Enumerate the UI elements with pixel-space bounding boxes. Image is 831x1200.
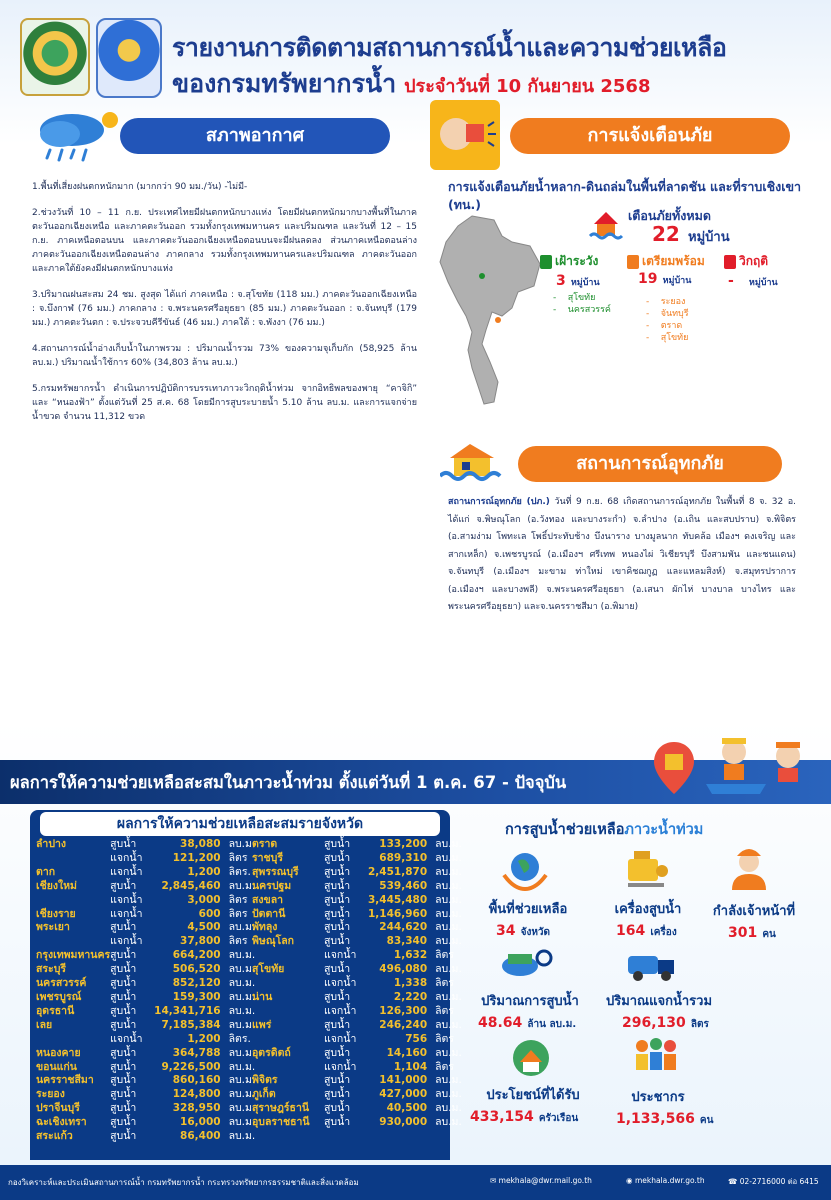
province-name: สระแก้ว xyxy=(36,1130,73,1143)
province-name xyxy=(36,1033,110,1047)
assist-unit: ลบ.ม. xyxy=(228,1018,256,1031)
province-name xyxy=(36,852,110,866)
globe-icon: ◉ xyxy=(626,1176,635,1185)
dwr-logo xyxy=(20,18,90,96)
weather-item-5: 5.กรมทรัพยากรน้ำ ดำเนินการปฏิบัติการบรรเทาภาวะวิกฤติน้ำท่วม จากอิทธิพลของพายุ “คาจิกิ” และ “หนองฟ้า” ตั้งแต่วันที่ 25 ส.ค. 68 โดยมีการสูบระบายน้ำ 5.10 ล้าน ลบ.ม. และการแจกจ่ายน้ำขวด จำนวน 11,312 ขวด xyxy=(32,384,417,422)
water-truck-icon xyxy=(624,942,682,984)
assist-type: แจกน้ำ xyxy=(324,1004,357,1017)
assist-unit: ลิตร xyxy=(435,977,455,990)
province-name: สระบุรี xyxy=(36,963,66,976)
province-name: เลย xyxy=(36,1018,53,1031)
assist-value: 16,000 xyxy=(180,1116,221,1129)
assist-type: สูบน้ำ xyxy=(110,1004,137,1017)
province-row xyxy=(252,894,463,908)
weather-text xyxy=(32,180,417,436)
assist-value: 37,800 xyxy=(180,935,221,948)
weather-item-1: 1.พื้นที่เสี่ยงฝนตกหนักมาก (มากกว่า 90 มม./วัน) -ไม่มี- xyxy=(32,182,248,192)
stat-pumps-label: เครื่องสูบน้ำ xyxy=(614,902,682,917)
assist-type: แจกน้ำ xyxy=(324,949,357,962)
assist-unit: ลบ.ม. xyxy=(228,1130,256,1143)
province-name: ราชบุรี xyxy=(252,851,283,864)
assist-type: สูบน้ำ xyxy=(324,935,351,948)
assist-type: แจกน้ำ xyxy=(110,935,143,948)
province-name: พิษณุโลก xyxy=(252,935,295,948)
assist-type: สูบน้ำ xyxy=(110,879,137,892)
location-pin-icon xyxy=(650,740,698,796)
assist-value: 1,104 xyxy=(393,1060,428,1073)
rain-cloud-icon xyxy=(30,108,120,168)
assist-value: 427,000 xyxy=(379,1088,428,1101)
warning-heading: การแจ้งเตือนภัย xyxy=(510,118,790,154)
level-prepare-count: 19 หมู่บ้าน xyxy=(638,271,692,287)
province-name: หนองคาย xyxy=(36,1046,81,1059)
assist-type: สูบน้ำ xyxy=(110,1074,137,1087)
province-row xyxy=(252,921,463,935)
province-name: ลำปาง xyxy=(36,838,67,850)
assist-value: 664,200 xyxy=(172,949,221,962)
level-watch-label: เฝ้าระวัง xyxy=(540,252,598,271)
assist-unit: ลิตร xyxy=(228,851,248,864)
assist-unit: ลบ.ม. xyxy=(435,935,462,948)
traffic-light-orange-icon xyxy=(627,255,639,269)
assist-unit: ลิตร xyxy=(228,935,248,948)
traffic-light-red-icon xyxy=(724,255,736,269)
province-row xyxy=(252,1116,463,1130)
assist-value: 14,341,716 xyxy=(154,1004,221,1017)
assist-unit: ลบ.ม. xyxy=(435,1088,462,1101)
stat-pumping-volume-label: ปริมาณการสูบน้ำ xyxy=(481,994,579,1009)
province-row xyxy=(36,852,257,866)
province-row xyxy=(36,1033,257,1047)
flooded-house-icon xyxy=(440,440,510,484)
assist-unit: ลิตร xyxy=(435,1032,455,1045)
province-row xyxy=(36,1130,257,1144)
province-row xyxy=(252,949,463,963)
assist-unit: ลบ.ม. xyxy=(435,921,462,934)
assist-type: สูบน้ำ xyxy=(110,838,137,850)
assist-type: สูบน้ำ xyxy=(324,1046,351,1059)
assist-value: 133,200 xyxy=(379,838,428,850)
assist-value: 83,340 xyxy=(386,935,428,948)
province-row xyxy=(252,963,463,977)
assist-unit: ลบ.ม. xyxy=(228,963,256,976)
globe-hands-icon xyxy=(500,845,550,891)
stat-water-distribution-value: 296,130 ลิตร xyxy=(622,1015,709,1031)
province-row xyxy=(36,1088,257,1102)
assist-type: แจกน้ำ xyxy=(110,865,143,878)
province-row xyxy=(252,1061,463,1075)
province-name: ปราจีนบุรี xyxy=(36,1102,80,1115)
assist-value: 539,460 xyxy=(379,879,428,892)
province-name xyxy=(252,1005,324,1019)
province-row xyxy=(252,908,463,922)
province-name: ตาก xyxy=(36,865,56,878)
assist-unit: ลิตร xyxy=(435,1060,455,1073)
level-prepare-label: เตรียมพร้อม xyxy=(627,252,705,271)
province-row xyxy=(36,1005,257,1019)
weather-item-4: 4.สถานการณ์น้ำอ่างเก็บน้ำในภาพรวม : ปริมาณน้ำรวม 73% ของความจุเก็บกัก (58,925 ล้าน ลบ.ม.) ปริมาณน้ำใช้การ 60% (34,803 ล้าน ลบ.ม.) xyxy=(32,344,417,368)
assist-value: 1,632 xyxy=(393,949,428,962)
footer-tel: ☎ 02-2716000 ต่อ 6415 xyxy=(728,1177,819,1186)
assist-type: สูบน้ำ xyxy=(110,1088,137,1101)
watch-province-list: - สุโขทัย - นครสวรรค์ xyxy=(553,293,611,315)
assist-unit: ลบ.ม. xyxy=(435,838,462,850)
province-row xyxy=(36,949,257,963)
province-row xyxy=(36,908,257,922)
stat-population-label: ประชากร xyxy=(631,1090,685,1105)
assist-type: สูบน้ำ xyxy=(110,1102,137,1115)
report-title-line1: รายงานการติดตามสถานการณ์น้ำและความช่วยเหลือ xyxy=(172,33,727,62)
assist-unit: ลิตร. xyxy=(228,1032,251,1045)
province-row xyxy=(36,963,257,977)
level-critical-label: วิกฤติ xyxy=(724,252,768,271)
thailand-map xyxy=(432,212,544,410)
assist-value: 159,300 xyxy=(172,990,221,1003)
assist-value: 141,000 xyxy=(379,1074,428,1087)
warning-subtitle: การแจ้งเตือนภัยน้ำหลาก-ดินถล่มในพื้นที่ลาดชัน และที่ราบเชิงเขา (ทน.) xyxy=(448,179,802,212)
assist-value: 364,788 xyxy=(172,1046,221,1059)
level-critical-count: - หมู่บ้าน xyxy=(728,273,778,289)
province-table-left xyxy=(36,838,257,1144)
assist-value: 1,200 xyxy=(187,1032,221,1045)
warning-total-label: เตือนภัยทั้งหมด xyxy=(628,208,711,223)
pumping-title: การสูบน้ำช่วยเหลือภาวะน้ำท่วม xyxy=(505,822,704,838)
assist-type: สูบน้ำ xyxy=(110,1060,137,1073)
stat-staff-value: 301 คน xyxy=(728,925,776,941)
province-name: เพชรบูรณ์ xyxy=(36,990,82,1003)
assist-value: 246,240 xyxy=(379,1018,428,1031)
assist-type: สูบน้ำ xyxy=(324,1018,351,1031)
province-row xyxy=(36,1061,257,1075)
assist-unit: ลิตร xyxy=(228,907,248,920)
assist-value: 1,338 xyxy=(393,977,428,990)
province-name xyxy=(252,1061,324,1075)
stat-households-label: ประโยชน์ที่ได้รับ xyxy=(486,1088,580,1103)
assist-type: สูบน้ำ xyxy=(324,879,351,892)
assist-unit: ลบ.ม. xyxy=(435,990,462,1003)
province-name: เชียงราย xyxy=(36,907,76,920)
assist-value: 40,500 xyxy=(386,1102,428,1115)
assist-unit: ลบ.ม. xyxy=(228,1004,256,1017)
province-name: นครสวรรค์ xyxy=(36,977,87,990)
province-name: ระยอง xyxy=(36,1088,65,1101)
assist-type: สูบน้ำ xyxy=(324,1102,351,1115)
assist-type: สูบน้ำ xyxy=(324,921,351,934)
province-name: ตราด xyxy=(252,838,278,850)
assist-unit: ลบ.ม. xyxy=(228,1088,256,1101)
assist-type: สูบน้ำ xyxy=(110,990,137,1003)
province-row xyxy=(252,1019,463,1033)
province-name xyxy=(252,949,324,963)
assist-unit: ลบ.ม. xyxy=(228,990,256,1003)
assist-unit: ลบ.ม. xyxy=(435,893,462,906)
assist-unit: ลบ.ม. xyxy=(435,907,462,920)
assist-unit: ลิตร xyxy=(228,893,248,906)
province-row xyxy=(252,880,463,894)
stat-population-value: 1,133,566 คน xyxy=(616,1111,714,1127)
footer-email[interactable]: ✉ mekhala@dwr.mail.go.th xyxy=(490,1176,592,1185)
stat-water-distribution-label: ปริมาณแจกน้ำรวม xyxy=(605,994,713,1009)
assist-unit: ลบ.ม. xyxy=(228,1116,256,1129)
ministry-logo xyxy=(96,18,162,98)
province-name: น่าน xyxy=(252,990,273,1003)
province-row xyxy=(252,1074,463,1088)
province-row xyxy=(36,921,257,935)
assist-type: สูบน้ำ xyxy=(324,1074,351,1087)
province-name: อุดรธานี xyxy=(36,1004,75,1017)
assist-value: 14,160 xyxy=(386,1046,428,1059)
assist-type: สูบน้ำ xyxy=(110,1130,137,1143)
assist-type: สูบน้ำ xyxy=(324,838,351,850)
assist-value: 496,080 xyxy=(379,963,428,976)
report-title-line2: ของกรมทรัพยากรน้ำ ประจำวันที่ 10 กันยายน 2568 xyxy=(172,69,651,98)
province-row xyxy=(36,977,257,991)
province-name: ขอนแก่น xyxy=(36,1060,77,1073)
assist-unit: ลบ.ม. xyxy=(228,879,256,892)
assist-unit: ลบ.ม. xyxy=(435,1018,462,1031)
assist-value: 756 xyxy=(405,1032,428,1045)
province-row xyxy=(252,991,463,1005)
assist-type: สูบน้ำ xyxy=(324,1088,351,1101)
footer-org: กองวิเคราะห์และประเมินสถานการณ์น้ำ กรมทรัพยากรน้ำ กระทรวงทรัพยากรธรรมชาติและสิ่งแวดล้อม xyxy=(8,1178,359,1187)
flood-house-icon xyxy=(588,206,624,242)
households-icon xyxy=(508,1036,554,1080)
province-row xyxy=(252,935,463,949)
province-row xyxy=(252,1005,463,1019)
province-name: นครราชสีมา xyxy=(36,1074,94,1087)
stat-pumps-value: 164 เครื่อง xyxy=(616,923,677,939)
assist-type: แจกน้ำ xyxy=(110,851,143,864)
worker-icon xyxy=(726,842,772,892)
province-table-right xyxy=(252,838,463,1130)
megaphone-icon xyxy=(430,100,500,170)
province-row xyxy=(36,1019,257,1033)
assist-unit: ลบ.ม. xyxy=(435,1116,462,1129)
province-name: ภูเก็ต xyxy=(252,1088,276,1101)
stat-area-label: พื้นที่ช่วยเหลือ xyxy=(488,902,568,917)
province-row xyxy=(36,991,257,1005)
weather-item-3: 3.ปริมาณฝนสะสม 24 ชม. สูงสุด ได้แก่ ภาคเหนือ : จ.สุโขทัย (118 มม.) ภาคตะวันออกเฉียงเหนือ : จ.บึงกาฬ (76 มม.) ภาคกลาง : จ.พระนครศรีอยุธยา (85 มม.) ภาคตะวันออก : จ.จันทบุรี (179 มม.) ภาคตะวันตก : จ.ประจวบคีรีขันธ์ (46 มม.) ภาคใต้ : จ.พังงา (76 มม.) xyxy=(32,290,417,328)
province-name: พิจิตร xyxy=(252,1074,278,1087)
province-name: สุราษฎร์ธานี xyxy=(252,1102,310,1115)
province-row xyxy=(36,935,257,949)
province-row xyxy=(36,1102,257,1116)
traffic-light-green-icon xyxy=(540,255,552,269)
province-row xyxy=(252,1033,463,1047)
assist-unit: ลบ.ม. xyxy=(435,963,462,976)
assist-type: สูบน้ำ xyxy=(324,963,351,976)
assist-type: แจกน้ำ xyxy=(324,1060,357,1073)
province-name: กรุงเทพมหานคร xyxy=(36,949,111,962)
report-date: ประจำวันที่ 10 กันยายน 2568 xyxy=(404,76,651,97)
province-name: อุบลราชธานี xyxy=(252,1116,310,1129)
assist-type: สูบน้ำ xyxy=(110,977,137,990)
assist-type: สูบน้ำ xyxy=(324,1116,351,1129)
assist-value: 3,445,480 xyxy=(368,893,428,906)
province-row xyxy=(36,838,257,852)
prepare-province-list: - ระยอง - จันทบุรี - ตราด - สุโขทัย xyxy=(646,297,689,343)
stat-households-value: 433,154 ครัวเรือน xyxy=(470,1109,579,1125)
province-name: พัทลุง xyxy=(252,921,278,934)
water-pump-icon xyxy=(622,845,672,891)
assist-value: 2,845,460 xyxy=(161,879,221,892)
weather-heading: สภาพอากาศ xyxy=(120,118,390,154)
assist-unit: ลบ.ม. xyxy=(228,921,256,934)
assist-value: 244,620 xyxy=(379,921,428,934)
assist-unit: ลบ.ม. xyxy=(435,851,462,864)
assist-type: สูบน้ำ xyxy=(324,851,351,864)
assist-value: 1,200 xyxy=(187,865,221,878)
assist-value: 2,451,870 xyxy=(368,865,428,878)
province-row xyxy=(252,838,463,852)
province-name: พระเยา xyxy=(36,921,70,934)
warning-total-value: 22 xyxy=(652,222,680,246)
assist-unit: ลบ.ม. xyxy=(435,1046,462,1059)
assist-value: 4,500 xyxy=(187,921,221,934)
province-name xyxy=(252,1033,324,1047)
assist-value: 3,000 xyxy=(187,893,221,906)
province-name: สงขลา xyxy=(252,893,284,906)
assist-value: 7,185,384 xyxy=(161,1018,221,1031)
province-name: แพร่ xyxy=(252,1018,272,1031)
assist-unit: ลบ.ม. xyxy=(435,1074,462,1087)
province-row xyxy=(252,1102,463,1116)
level-watch-count: 3 หมู่บ้าน xyxy=(556,273,600,289)
province-row xyxy=(36,1047,257,1061)
assist-unit: ลิตร xyxy=(435,949,455,962)
province-row xyxy=(36,894,257,908)
population-icon xyxy=(630,1034,682,1078)
assist-value: 126,300 xyxy=(379,1004,428,1017)
pumping-volume-icon xyxy=(498,942,554,984)
assist-value: 852,120 xyxy=(172,977,221,990)
assist-value: 689,310 xyxy=(379,851,428,864)
province-row xyxy=(252,866,463,880)
warning-total-unit: หมู่บ้าน xyxy=(688,230,730,245)
flood-text: สถานการณ์อุทกภัย (ปภ.) วันที่ 9 ก.ย. 68 เกิดสถานการณ์อุทกภัย ในพื้นที่ 8 จ. 32 อ. ได้แก่ จ.พิษณุโลก (อ.วังทอง และบางระกำ) จ.ลำปาง (อ.เถิน และสบปราบ) จ.พิจิตร (อ.สามง่าม โพทะเล โพธิ์ประทับช้าง บึงนาราง บางมูลนาก ทับคล้อ เมืองฯ ดงเจริญ และสากเหล็ก) จ.เพชรบูรณ์ (อ.เมืองฯ ศรีเทพ หนองไผ่ วิเชียรบุรี บึงสามพัน และชนแดน) จ.จันทบุรี (อ.เมืองฯ มะขาม ท่าใหม่ เขาคิชฌกูฏ และแหลมสิงห์) จ.สมุทรปราการ (อ.เมืองฯ และบางพลี) จ.พระนครศรีอยุธยา (อ.เสนา ผักไห่ บางบาล บางไทร และพระนครศรีอยุธยา) และจ.นครราชสีมา (อ.พิมาย) xyxy=(448,497,796,612)
assist-type: แจกน้ำ xyxy=(110,893,143,906)
province-row xyxy=(252,977,463,991)
assist-unit: ลิตร xyxy=(435,1004,455,1017)
assist-unit: ลบ.ม. xyxy=(228,977,256,990)
assist-value: 86,400 xyxy=(180,1130,221,1143)
assist-type: สูบน้ำ xyxy=(324,865,351,878)
province-name: สุโขทัย xyxy=(252,963,285,976)
assist-value: 38,080 xyxy=(180,838,221,850)
weather-item-2: 2.ช่วงวันที่ 10 – 11 ก.ย. ประเทศไทยมีฝนตกหนักบางแห่ง โดยมีฝนตกหนักมากบางพื้นที่ในภาคตะวันออกเฉียงเหนือ และภาคตะวันออก รวมทั้งกรุงเทพมหานคร และปริมณฑล และวันที่ 12 – 15 ก.ย. ภาคเหนือตอนบน และภาคตะวันออกเฉียงเหนือตอนบนจะมีฝนลดลง ส่วนภาคเหนือตอนล่าง ภาคตะวันออกเฉียงเหนือตอนล่าง ภาคกลาง รวมทั้งกรุงเทพมหานครและปริมณฑล ภาคตะวันออก และภาคใต้ยังคงมีฝนตกหนักบางแห่ง xyxy=(32,208,417,274)
assist-unit: ลบ.ม. xyxy=(435,879,462,892)
province-row xyxy=(36,1074,257,1088)
province-row xyxy=(36,866,257,880)
stat-staff-label: กำลังเจ้าหน้าที่ xyxy=(712,904,796,919)
assist-value: 930,000 xyxy=(379,1116,428,1129)
assist-type: สูบน้ำ xyxy=(324,893,351,906)
assist-value: 121,200 xyxy=(172,851,221,864)
assist-unit: ลบ.ม. xyxy=(228,1046,256,1059)
assist-unit: ลบ.ม. xyxy=(228,1060,256,1073)
assist-type: สูบน้ำ xyxy=(110,949,137,962)
assist-value: 2,220 xyxy=(393,990,428,1003)
assist-type: แจกน้ำ xyxy=(324,977,357,990)
province-name: เชียงใหม่ xyxy=(36,879,77,892)
province-name: สุพรรณบุรี xyxy=(252,865,299,878)
assist-value: 600 xyxy=(198,907,221,920)
footer-web[interactable]: ◉ mekhala.dwr.go.th xyxy=(626,1176,705,1185)
assist-type: สูบน้ำ xyxy=(110,1018,137,1031)
province-row xyxy=(252,852,463,866)
province-name: อุตรดิตถ์ xyxy=(252,1046,291,1059)
assist-value: 1,146,960 xyxy=(368,907,428,920)
province-table-title: ผลการให้ความช่วยเหลือสะสมรายจังหวัด xyxy=(40,812,440,836)
assist-type: สูบน้ำ xyxy=(110,963,137,976)
assist-value: 124,800 xyxy=(172,1088,221,1101)
assist-unit: ลบ.ม. xyxy=(435,865,462,878)
assist-type: สูบน้ำ xyxy=(110,921,137,934)
assist-type: สูบน้ำ xyxy=(110,1116,137,1129)
province-name: นครปฐม xyxy=(252,879,292,892)
assist-value: 860,160 xyxy=(172,1074,221,1087)
assist-type: แจกน้ำ xyxy=(110,907,143,920)
assist-value: 328,950 xyxy=(172,1102,221,1115)
rescue-boat-icon xyxy=(700,732,820,804)
assist-type: สูบน้ำ xyxy=(110,1046,137,1059)
province-row xyxy=(252,1047,463,1061)
assist-type: แจกน้ำ xyxy=(110,1032,143,1045)
assist-unit: ลบ.ม. xyxy=(228,1102,256,1115)
province-row xyxy=(36,880,257,894)
province-name xyxy=(252,977,324,991)
phone-icon: ☎ xyxy=(728,1177,740,1186)
assist-unit: ลบ.ม. xyxy=(228,1074,256,1087)
assist-type: แจกน้ำ xyxy=(324,1032,357,1045)
flood-heading: สถานการณ์อุทกภัย xyxy=(518,446,782,482)
assist-type: สูบน้ำ xyxy=(324,907,351,920)
stat-area-value: 34 จังหวัด xyxy=(496,923,551,939)
province-name: ฉะเชิงเทรา xyxy=(36,1116,87,1129)
mail-icon: ✉ xyxy=(490,1176,499,1185)
assist-value: 506,520 xyxy=(172,963,221,976)
assist-value: 9,226,500 xyxy=(161,1060,221,1073)
assist-unit: ลิตร. xyxy=(228,865,251,878)
province-row xyxy=(252,1088,463,1102)
province-name xyxy=(36,935,110,949)
assist-unit: ลบ.ม. xyxy=(435,1102,462,1115)
assist-unit: ลบ.ม. xyxy=(228,838,256,850)
province-name: ปัตตานี xyxy=(252,907,286,920)
province-name xyxy=(36,894,110,908)
province-row xyxy=(36,1116,257,1130)
assist-unit: ลบ.ม. xyxy=(228,949,256,962)
assist-type: สูบน้ำ xyxy=(324,990,351,1003)
stat-pumping-volume-value: 48.64 ล้าน ลบ.ม. xyxy=(478,1015,577,1031)
assistance-banner-text: ผลการให้ความช่วยเหลือสะสมในภาวะน้ำท่วม ตั้งแต่วันที่ 1 ต.ค. 67 - ปัจจุบัน xyxy=(10,773,567,792)
